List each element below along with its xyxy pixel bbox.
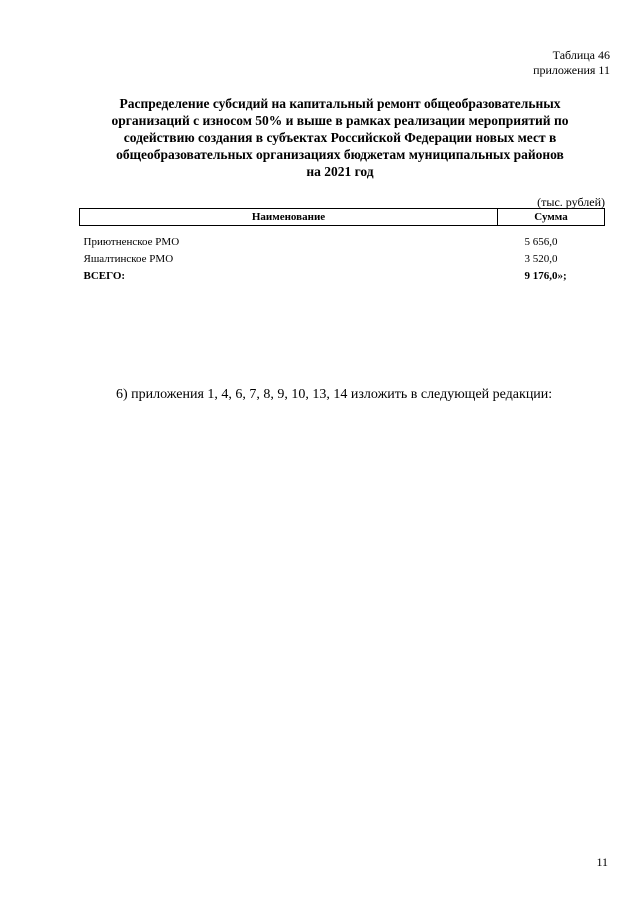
title-line: организаций с износом 50% и выше в рамках реализации мероприятий по bbox=[111, 113, 569, 128]
title-line: Распределение субсидий на капитальный ремонт общеобразовательных bbox=[119, 96, 561, 111]
appendix-label: приложения 11 bbox=[533, 63, 610, 77]
title-line: содействию создания в субъектах Российской Федерации новых мест в bbox=[123, 130, 557, 145]
title-line: на 2021 год bbox=[306, 164, 374, 179]
amendment-paragraph: 6) приложения 1, 4, 6, 7, 8, 9, 10, 13, 14 изложить в следующей редакции: bbox=[116, 387, 553, 402]
subsidy-table bbox=[79, 208, 605, 285]
column-header-sum: Сумма bbox=[498, 209, 605, 226]
column-header-name: Наименование bbox=[80, 209, 498, 226]
table-row bbox=[80, 251, 605, 268]
table-label: Таблица 46 bbox=[552, 48, 610, 62]
units-label: (тыс. рублей) bbox=[537, 195, 605, 209]
page-number: 11 bbox=[596, 855, 608, 869]
row-sum: 3 520,0 bbox=[524, 253, 558, 265]
title-line: общеобразовательных организациях бюджетам муниципальных районов bbox=[116, 147, 564, 162]
row-name: Яшалтинское РМО bbox=[83, 253, 174, 265]
table-row bbox=[80, 226, 605, 252]
row-name: Приютненское РМО bbox=[83, 236, 180, 248]
row-sum: 5 656,0 bbox=[524, 236, 558, 248]
total-row bbox=[80, 268, 605, 285]
total-sum: 9 176,0»; bbox=[524, 270, 567, 282]
table-reference bbox=[533, 48, 610, 78]
total-label: ВСЕГО: bbox=[83, 270, 126, 282]
table-header-row bbox=[80, 209, 605, 226]
document-title bbox=[70, 95, 610, 180]
